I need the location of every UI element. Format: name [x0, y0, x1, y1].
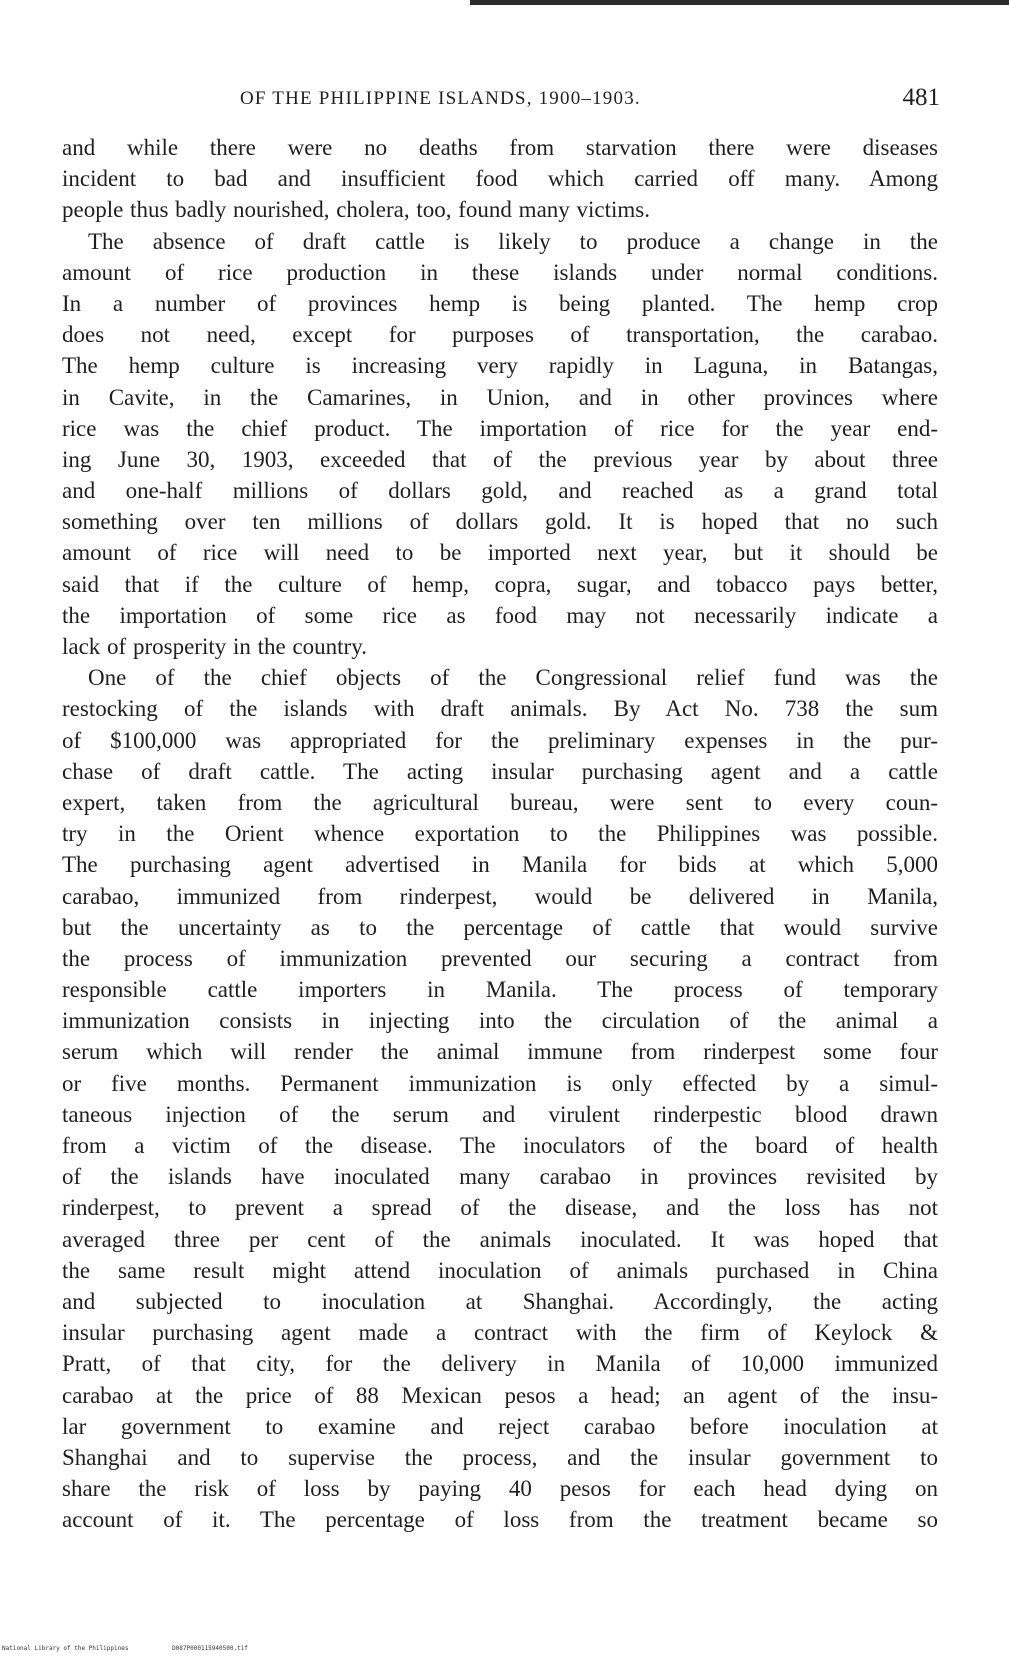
- text-line: rinderpest, to prevent a spread of the disease, and the loss has not: [62, 1195, 938, 1221]
- text-line: does not need, except for purposes of transportation, the carabao.: [62, 322, 938, 348]
- top-scan-border: [470, 0, 1009, 5]
- running-head: OF THE PHILIPPINE ISLANDS, 1900–1903.: [240, 88, 641, 109]
- text-line: and subjected to inoculation at Shanghai. Accordingly, the acting: [62, 1288, 938, 1314]
- text-line: and while there were no deaths from starvation there were diseases: [62, 135, 938, 160]
- text-line: Pratt, of that city, for the delivery in Manila of 10,000 immunized: [62, 1351, 938, 1377]
- text-line: restocking of the islands with draft animals. By Act No. 738 the sum: [62, 696, 938, 722]
- text-line: immunization consists in injecting into the circulation of the animal a: [62, 1008, 938, 1034]
- text-line: The purchasing agent advertised in Manila for bids at which 5,000: [62, 852, 938, 878]
- text-line: the same result might attend inoculation of animals purchased in China: [62, 1257, 938, 1283]
- text-line: the importation of some rice as food may not necessarily indicate a: [62, 602, 938, 628]
- text-line: but the uncertainty as to the percentage of cattle that would survive: [62, 914, 938, 940]
- text-line: One of the chief objects of the Congressional relief fund was the: [88, 665, 938, 691]
- text-line: or five months. Permanent immunization is only effected by a simul-: [62, 1070, 938, 1096]
- text-line: the process of immunization prevented our securing a contract from: [62, 945, 938, 971]
- text-line: Shanghai and to supervise the process, and the insular government to: [62, 1444, 938, 1470]
- text-line: expert, taken from the agricultural bureau, were sent to every coun-: [62, 789, 938, 815]
- body-text: [62, 132, 938, 1535]
- text-line: In a number of provinces hemp is being planted. The hemp crop: [62, 290, 938, 316]
- page-header: [60, 84, 940, 118]
- text-line: serum which will render the animal immune from rinderpest some four: [62, 1039, 938, 1065]
- text-line: people thus badly nourished, cholera, too, found many victims.: [62, 197, 650, 223]
- text-line: lack of prosperity in the country.: [62, 634, 367, 659]
- text-line: share the risk of loss by paying 40 pesos for each head dying on: [62, 1476, 938, 1502]
- footer-file-id: D087P000115940500.tif: [172, 1645, 248, 1652]
- text-line: in Cavite, in the Camarines, in Union, and in other provinces where: [62, 384, 938, 410]
- text-line: something over ten millions of dollars gold. It is hoped that no such: [62, 509, 938, 535]
- text-line: amount of rice production in these islands under normal conditions.: [62, 259, 938, 285]
- text-line: ing June 30, 1903, exceeded that of the previous year by about three: [62, 446, 938, 472]
- text-line: The absence of draft cattle is likely to produce a change in the: [88, 228, 938, 254]
- text-line: rice was the chief product. The importation of rice for the year end-: [62, 415, 938, 441]
- text-line: account of it. The percentage of loss from the treatment became so: [62, 1507, 938, 1533]
- text-line: said that if the culture of hemp, copra, sugar, and tobacco pays better,: [62, 571, 938, 597]
- text-line: amount of rice will need to be imported next year, but it should be: [62, 540, 938, 566]
- scan-footer: [2, 1645, 248, 1652]
- text-line: The hemp culture is increasing very rapidly in Laguna, in Batangas,: [62, 353, 938, 379]
- text-line: carabao, immunized from rinderpest, would be delivered in Manila,: [62, 883, 938, 909]
- text-line: from a victim of the disease. The inoculators of the board of health: [62, 1133, 938, 1158]
- text-line: incident to bad and insufficient food which carried off many. Among: [62, 166, 938, 192]
- text-line: and one-half millions of dollars gold, and reached as a grand total: [62, 478, 938, 504]
- text-line: lar government to examine and reject carabao before inoculation at: [62, 1413, 938, 1439]
- text-line: responsible cattle importers in Manila. The process of temporary: [62, 977, 938, 1003]
- text-line: try in the Orient whence exportation to the Philippines was possible.: [62, 821, 938, 847]
- text-line: of $100,000 was appropriated for the preliminary expenses in the pur-: [62, 727, 938, 753]
- footer-library: National Library of the Philippines: [2, 1645, 129, 1652]
- text-line: chase of draft cattle. The acting insular purchasing agent and a cattle: [62, 758, 938, 784]
- text-line: carabao at the price of 88 Mexican pesos a head; an agent of the insu-: [62, 1382, 938, 1408]
- text-line: of the islands have inoculated many carabao in provinces revisited by: [62, 1164, 938, 1190]
- page-number: 481: [902, 84, 940, 111]
- text-line: averaged three per cent of the animals inoculated. It was hoped that: [62, 1226, 938, 1252]
- text-line: taneous injection of the serum and virulent rinderpestic blood drawn: [62, 1101, 938, 1127]
- text-line: insular purchasing agent made a contract with the firm of Keylock &: [62, 1320, 938, 1346]
